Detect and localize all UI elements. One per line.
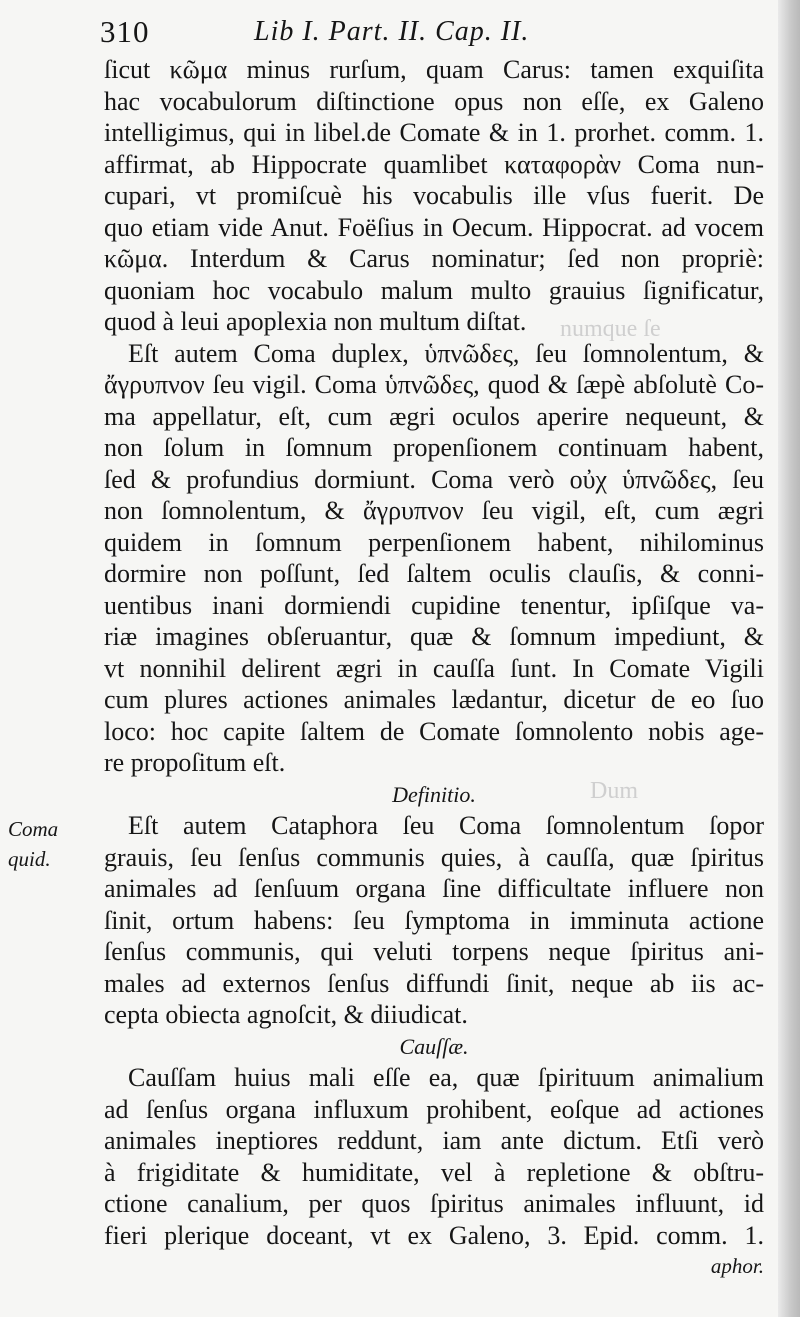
section-heading-caussae: Cauſſæ.: [399, 1033, 469, 1059]
text-line: ma appellatur, eſt, cum ægri oculos aperire nequeunt, &: [104, 401, 764, 431]
text-line: cum plures actiones animales lædantur, dicetur de eo ſuo: [104, 685, 764, 714]
page-number: 310: [100, 14, 150, 49]
text-line: non ſolum in ſomnum propenſionem continuam habent,: [104, 433, 764, 462]
text-line: intelligimus, qui in libel.de Comate & in 1. prorhet. comm. 1.: [104, 118, 764, 147]
catchword: aphor.: [710, 1254, 764, 1278]
text-line: ſed & profundius dormiunt. Coma verò οὐχ ὑπνῶδες, ſeu: [104, 464, 764, 494]
text-line: ad ſenſus organa influxum prohibent, eoſque ad actiones: [104, 1094, 764, 1124]
main-text: [104, 54, 764, 1281]
section-heading-definitio: Definitio.: [392, 781, 476, 807]
text-line: ctione canalium, per quos ſpiritus animales influunt, id: [104, 1189, 764, 1218]
text-line: grauis, ſeu ſenſus communis quies, à cauſſa, quæ ſpiritus: [104, 842, 764, 872]
text-line: affirmat, ab Hippocrate quamlibet καταφορὰν Coma nun-: [104, 149, 764, 179]
text-line: animales ad ſenſuum organa ſine difficultate influere non: [104, 874, 764, 903]
text-line: ſenſus communis, qui veluti torpens neque ſpiritus ani-: [104, 937, 764, 966]
text-line: ſinit, ortum habens: ſeu ſymptoma in imminuta actione: [104, 905, 764, 935]
show-through-text: numque ſe: [560, 316, 661, 342]
text-line: cupari, vt promiſcuè his vocabulis ille vſus fuerit. De: [104, 181, 764, 210]
text-line: animales ineptiores reddunt, iam ante dictum. Etſi verò: [104, 1126, 764, 1155]
text-line: riæ imagines obſeruantur, quæ & ſomnum impediunt, &: [104, 622, 764, 651]
text-line: quod à leui apoplexia non multum diſtat.: [104, 307, 527, 336]
text-line: quoniam hoc vocabulo malum multo grauius ſignificatur,: [104, 275, 764, 305]
page-edge-shadow: [778, 0, 800, 1317]
text-line: dormire non poſſunt, ſed ſaltem oculis clauſis, & conni-: [104, 559, 764, 588]
text-line: Eſt autem Cataphora ſeu Coma ſomnolentum ſopor: [128, 811, 764, 840]
text-line: vt nonnihil delirent ægri in cauſſa ſunt. In Comate Vigili: [104, 653, 764, 683]
text-line: loco: hoc capite ſaltem de Comate ſomnolento nobis age-: [104, 716, 764, 746]
text-line: Cauſſam huius mali eſſe ea, quæ ſpirituum animalium: [128, 1063, 764, 1092]
text-line: quo etiam vide Anut. Foëſius in Oecum. Hippocrat. ad vocem: [104, 212, 764, 242]
show-through-text: Dum: [590, 778, 638, 804]
text-line: ſicut κῶμα minus rurſum, quam Carus: tamen exquiſita: [104, 55, 764, 84]
text-line: Eſt autem Coma duplex, ὑπνῶδες, ſeu ſomnolentum, &: [128, 338, 764, 368]
text-line: males ad externos ſenſus diffundi ſinit, neque ab iis ac-: [104, 968, 764, 998]
text-line: non ſomnolentum, & ἄγρυπνον ſeu vigil, eſt, cum ægri: [104, 496, 764, 525]
text-line: à frigiditate & humiditate, vel à repletione & obſtru-: [104, 1157, 764, 1187]
text-line: uentibus inani dormiendi cupidine tenentur, ipſiſque va-: [104, 590, 764, 620]
text-line: re propoſitum eſt.: [104, 748, 286, 777]
margin-note-line: Coma: [8, 817, 59, 841]
margin-note-line: quid.: [8, 847, 51, 871]
margin-note: [8, 814, 88, 874]
text-line: fieri plerique doceant, vt ex Galeno, 3. Epid. comm. 1.: [104, 1220, 764, 1250]
text-line: quidem in ſomnum perpenſionem habent, nihilominus: [104, 527, 764, 557]
running-head: [100, 14, 660, 54]
text-line: κῶμα. Interdum & Carus nominatur; ſed non propriè:: [104, 244, 764, 273]
text-line: cepta obiecta agnoſcit, & diiudicat.: [104, 1000, 468, 1029]
text-line: hac vocabulorum diſtinctione opus non eſſe, ex Galeno: [104, 86, 764, 116]
running-title: Lib I. Part. II. Cap. II.: [254, 16, 530, 47]
text-line: ἄγρυπνον ſeu vigil. Coma ὑπνῶδες, quod & ſæpè abſolutè Co-: [104, 370, 764, 399]
